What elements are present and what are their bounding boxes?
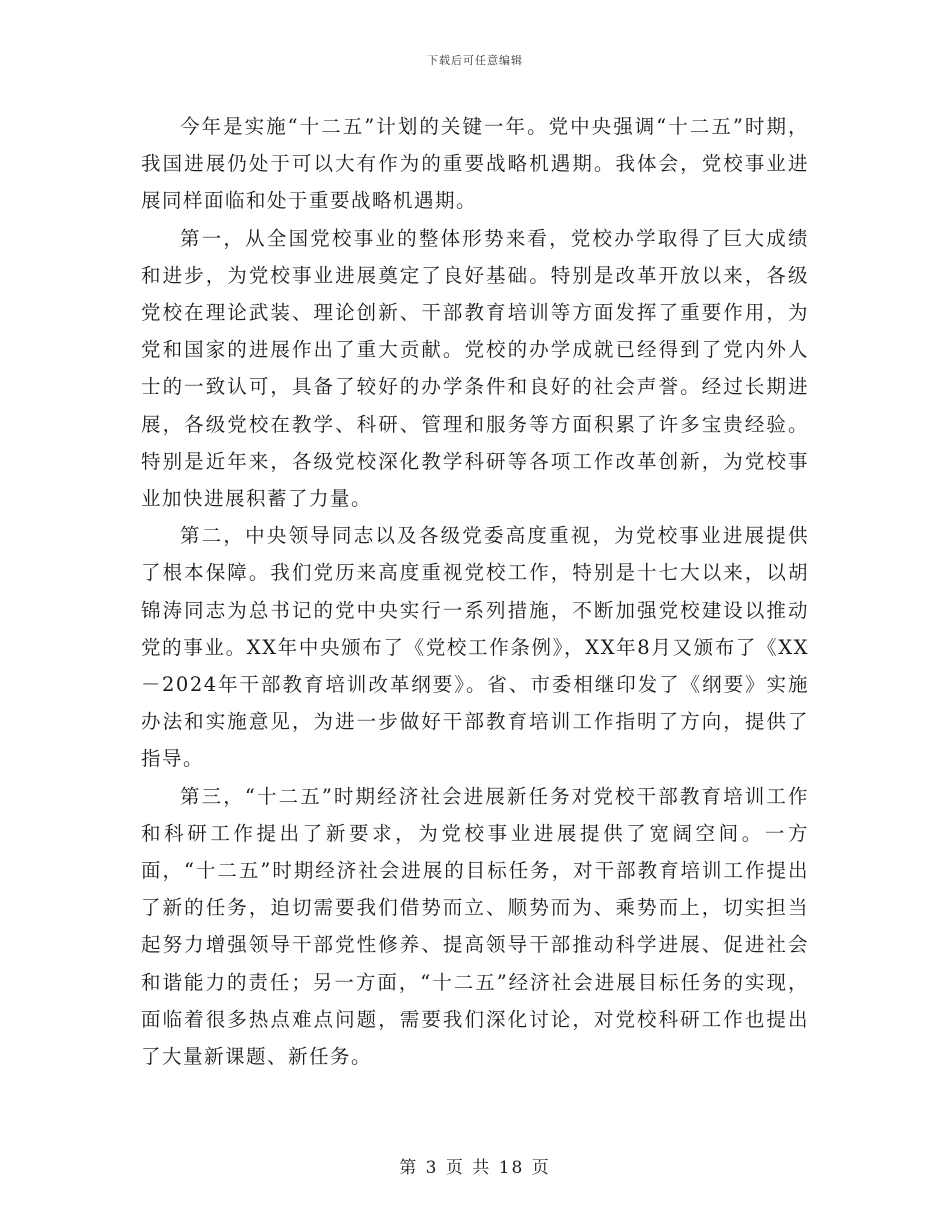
page-header: 下载后可任意编辑 xyxy=(427,54,523,67)
paragraph-first: 第一，从全国党校事业的整体形势来看，党校办学取得了巨大成绩和进步，为党校事业进展奠定了良好基础。特别是改革开放以来，各级党校在理论武装、理论创新、干部教育培训等方面发挥了重要作用，为党和国家的进展作出了重大贡献。党校的办学成就已经得到了党内外人士的一致认可，具备了较好的办学条件和良好的社会声誉。经过长期进展，各级党校在教学、科研、管理和服务等方面积累了许多宝贵经验。特别是近年来，各级党校深化教学科研等各项工作改革创新，为党校事业加快进展积蓄了力量。 xyxy=(141,226,809,511)
document-body xyxy=(141,108,809,1075)
paragraph-third: 第三，“十二五”时期经济社会进展新任务对党校干部教育培训工作和科研工作提出了新要求，为党校事业进展提供了宽阔空间。一方面，“十二五”时期经济社会进展的目标任务，对干部教育培训工作提出了新的任务，迫切需要我们借势而立、顺势而为、乘势而上，切实担当起努力增强领导干部党性修养、提高领导干部推动科学进展、促进社会和谐能力的责任；另一方面，“十二五”经济社会进展目标任务的实现，面临着很多热点难点问题，需要我们深化讨论，对党校科研工作也提出了大量新课题、新任务。 xyxy=(141,784,809,1069)
page-number: 第 3 页 共 18 页 xyxy=(399,1158,551,1178)
paragraph-second: 第二，中央领导同志以及各级党委高度重视，为党校事业进展提供了根本保障。我们党历来高度重视党校工作，特别是十七大以来，以胡锦涛同志为总书记的党中央实行一系列措施，不断加强党校建设以推动党的事业。XX年中央颁布了《党校工作条例》，XX年8月又颁布了《XX－2024年干部教育培训改革纲要》。省、市委相继印发了《纲要》实施办法和实施意见，为进一步做好干部教育培训工作指明了方向，提供了指导。 xyxy=(141,524,809,771)
paragraph-intro: 今年是实施“十二五”计划的关键一年。党中央强调“十二五”时期，我国进展仍处于可以大有作为的重要战略机遇期。我体会，党校事业进展同样面临和处于重要战略机遇期。 xyxy=(141,115,809,213)
